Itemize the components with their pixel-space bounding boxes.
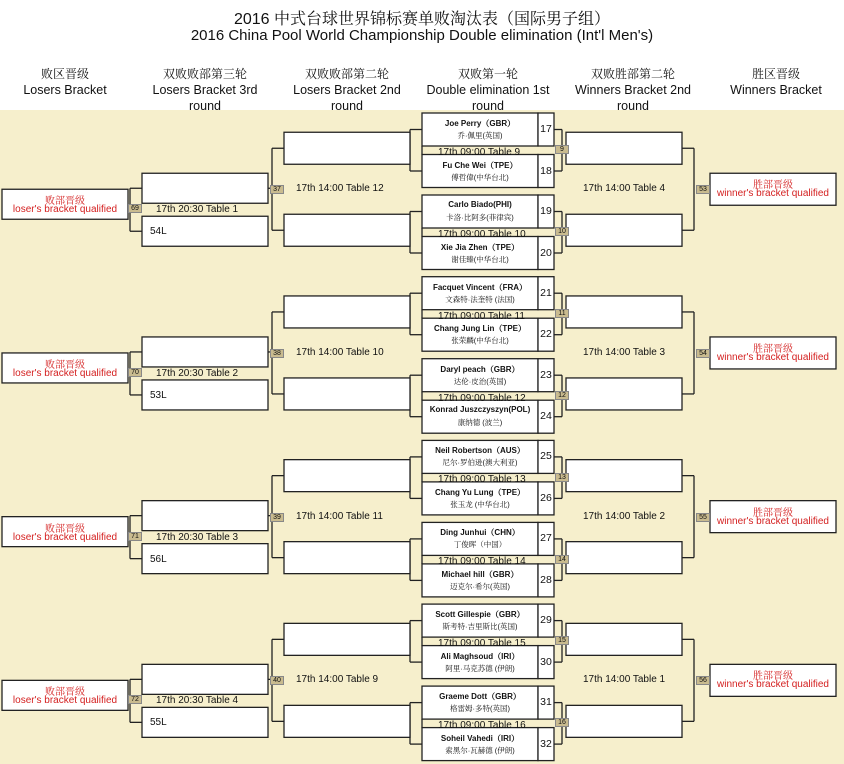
losers-round2-schedule: 17th 14:00 Table 11: [296, 510, 383, 522]
first-round-schedule: 17th 09:00 Table 14: [438, 556, 526, 568]
winners-qualified-en: winner's bracket qualified: [717, 351, 829, 363]
losers-round3-schedule: 17th 20:30 Table 2: [156, 367, 239, 379]
match-number-tag: 14: [555, 555, 569, 564]
losers-round3-schedule: 17th 20:30 Table 3: [156, 531, 239, 543]
player-chinese-name: 傅哲偉(中华台北): [451, 172, 509, 182]
losers-qualified-zh: 败部晋级: [45, 523, 85, 535]
winners-round2-schedule: 17th 14:00 Table 4: [583, 183, 666, 195]
match-number-tag: 16: [555, 718, 569, 727]
player-chinese-name: 尼尔·罗伯逊(澳大利亚): [442, 458, 518, 468]
match-number-tag: 15: [555, 636, 569, 645]
losers-r2-slot: [284, 705, 410, 737]
first-round-schedule: 17th 09:00 Table 12: [438, 392, 526, 404]
first-round-schedule: 17th 09:00 Table 16: [438, 720, 526, 732]
player-chinese-name: 乔·佩里(英国): [457, 131, 503, 140]
player-name: Joe Perry（GBR）: [444, 119, 516, 128]
player-name: Xie Jia Zhen（TPE）: [440, 242, 520, 252]
winners-slot: [566, 460, 682, 492]
player-name: Chang Yu Lung（TPE）: [434, 487, 526, 497]
winners-qualified-en: winner's bracket qualified: [717, 679, 829, 691]
seed-number: 27: [540, 532, 552, 545]
player-name: Graeme Dott（GBR）: [439, 692, 521, 702]
losers-round3-schedule: 17th 20:30 Table 4: [156, 695, 239, 707]
match-number-tag: 12: [555, 391, 569, 400]
player-name: Ali Maghsoud（IRI）: [440, 651, 520, 661]
title-chinese: 2016 中式台球世界锦标赛单败淘汰表（国际男子组）: [233, 11, 611, 28]
losers-round2-schedule: 17th 14:00 Table 9: [296, 674, 379, 686]
seed-number: 17: [540, 123, 552, 135]
match-number-tag: 10: [555, 227, 569, 236]
winners-round2-schedule: 17th 14:00 Table 2: [583, 510, 666, 522]
player-name: Michael hill（GBR）: [441, 569, 519, 579]
seed-number: 28: [540, 573, 552, 586]
losers-r2-slot: [284, 296, 410, 328]
seed-number: 20: [540, 246, 552, 259]
winners-slot: [566, 378, 682, 410]
header-losers-bracket: 败区晋级 Losers Bracket: [23, 67, 107, 97]
winners-slot: [566, 705, 682, 737]
player-chinese-name: 索黑尔·瓦赫德 (伊朗): [445, 745, 515, 755]
winners-qualified-zh: 胜部晋级: [753, 671, 793, 683]
winners-slot: [566, 214, 682, 246]
losers-qualified-en: loser's bracket qualified: [12, 367, 118, 379]
player-name: Konrad Juszczyszyn(POL): [429, 405, 531, 415]
first-round-schedule: 17th 09:00 Table 13: [438, 474, 526, 486]
header-losers-round2: 双败败部第二轮 Losers Bracket 2nd round: [293, 67, 401, 113]
match-number-tag: 56: [696, 676, 710, 685]
winners-round2-schedule: 17th 14:00 Table 1: [583, 674, 666, 686]
match-number-tag: 70: [128, 368, 142, 377]
match-number-tag: 37: [270, 185, 284, 194]
header-winners-bracket: 胜区晋级 Winners Bracket: [730, 67, 822, 97]
match-number-tag: 39: [270, 513, 284, 522]
winners-qualified-en: winner's bracket qualified: [717, 188, 829, 200]
seed-number: 29: [540, 614, 552, 627]
match-number-tag: 9: [555, 145, 569, 154]
losers-r3-slot: [142, 664, 268, 694]
seed-number: 23: [540, 368, 552, 381]
player-name: Ding Junhui（CHN）: [440, 528, 520, 538]
match-number-tag: 71: [128, 532, 142, 541]
losers-r3-source: 55L: [150, 717, 167, 729]
losers-r2-slot: [284, 132, 410, 164]
winners-qualified-zh: 胜部晋级: [753, 180, 793, 192]
winners-slot: [566, 623, 682, 655]
winners-round2-schedule: 17th 14:00 Table 3: [583, 346, 666, 358]
losers-qualified-zh: 败部晋级: [45, 359, 85, 371]
losers-r2-slot: [284, 460, 410, 492]
player-chinese-name: 卡洛·比阿多(菲律宾): [446, 213, 514, 222]
header-winners-round2: 双败胜部第二轮 Winners Bracket 2nd round: [574, 67, 692, 113]
seed-number: 21: [540, 286, 552, 299]
seed-number: 24: [540, 410, 552, 423]
losers-round3-schedule: 17th 20:30 Table 1: [156, 204, 239, 216]
winners-slot: [566, 132, 682, 164]
seed-number: 30: [540, 655, 552, 668]
seed-number: 32: [540, 737, 552, 750]
player-chinese-name: 迈克尔·希尔(英国): [450, 581, 510, 591]
match-number-tag: 11: [555, 309, 569, 318]
winners-slot: [566, 542, 682, 574]
losers-r2-slot: [284, 378, 410, 410]
seed-number: 22: [540, 328, 552, 341]
player-name: Facquet Vincent（FRA）: [432, 282, 528, 292]
losers-r3-slot: [142, 173, 268, 203]
losers-r3-source: 53L: [150, 389, 167, 401]
player-name: Chang Jung Lin（TPE）: [434, 324, 526, 334]
match-number-tag: 53: [696, 185, 710, 194]
losers-qualified-zh: 败部晋级: [45, 196, 85, 208]
player-chinese-name: 张玉龙 (中华台北): [450, 499, 510, 509]
title-english: 2016 China Pool World Championship Double elimination (Int'l Men's): [190, 27, 654, 44]
winners-qualified-zh: 胜部晋级: [753, 507, 793, 519]
losers-r3-source: 56L: [150, 553, 167, 565]
losers-round2-schedule: 17th 14:00 Table 12: [296, 183, 384, 195]
player-chinese-name: 丁俊晖（中国）: [453, 540, 507, 550]
winners-slot: [566, 296, 682, 328]
player-chinese-name: 斯考特·吉里斯比(英国): [442, 622, 518, 632]
match-number-tag: 13: [555, 473, 569, 482]
losers-r3-slot: [142, 337, 268, 367]
player-name: Fu Che Wei（TPE）: [442, 160, 518, 170]
match-number-tag: 54: [696, 349, 710, 358]
losers-r2-slot: [284, 542, 410, 574]
losers-qualified-en: loser's bracket qualified: [12, 204, 118, 216]
player-chinese-name: 格雷姆·多特(英国): [450, 704, 510, 714]
match-number-tag: 40: [270, 676, 284, 685]
header-losers-round3: 双败败部第三轮 Losers Bracket 3rd round: [152, 67, 258, 113]
losers-round2-schedule: 17th 14:00 Table 10: [296, 346, 384, 358]
player-name: Carlo Biado(PHI): [448, 200, 512, 209]
match-number-tag: 72: [128, 695, 142, 704]
player-name: Neil Robertson（AUS）: [435, 446, 525, 456]
seed-number: 31: [540, 696, 552, 709]
player-chinese-name: 康纳德 (波兰): [457, 418, 503, 428]
losers-qualified-en: loser's bracket qualified: [12, 531, 118, 543]
first-round-schedule: 17th 09:00 Table 11: [438, 310, 525, 322]
match-number-tag: 38: [270, 349, 284, 358]
seed-number: 19: [540, 205, 552, 217]
losers-qualified-zh: 败部晋级: [45, 687, 85, 699]
winners-qualified-en: winner's bracket qualified: [717, 515, 829, 527]
first-round-schedule: 17th 09:00 Table 9: [438, 147, 521, 158]
losers-r2-slot: [284, 623, 410, 655]
seed-number: 18: [540, 164, 552, 177]
first-round-schedule: 17th 09:00 Table 15: [438, 638, 526, 650]
match-number-tag: 69: [128, 204, 142, 213]
losers-r3-slot: [142, 501, 268, 531]
seed-number: 25: [540, 450, 552, 463]
header-first-round: 双败第一轮 Double elimination 1st round: [426, 67, 550, 113]
player-chinese-name: 谢佳臻(中华台北): [451, 254, 509, 264]
winners-qualified-zh: 胜部晋级: [753, 343, 793, 355]
player-name: Daryl peach（GBR）: [440, 364, 520, 374]
losers-r2-slot: [284, 214, 410, 246]
player-chinese-name: 张荣麟(中华台北): [451, 336, 509, 346]
player-name: Scott Gillespie（GBR）: [435, 610, 525, 620]
losers-qualified-en: loser's bracket qualified: [12, 695, 118, 707]
player-chinese-name: 文森特·法奎特 (法国): [445, 294, 515, 304]
first-round-schedule: 17th 09:00 Table 10: [438, 229, 526, 240]
player-chinese-name: 达伦·皮治(英国): [453, 376, 507, 386]
match-number-tag: 55: [696, 513, 710, 522]
seed-number: 26: [540, 491, 552, 504]
player-name: Soheil Vahedi（IRI）: [440, 733, 520, 743]
losers-r3-source: 54L: [150, 226, 167, 238]
player-chinese-name: 阿里·马克苏德 (伊朗): [445, 663, 515, 673]
